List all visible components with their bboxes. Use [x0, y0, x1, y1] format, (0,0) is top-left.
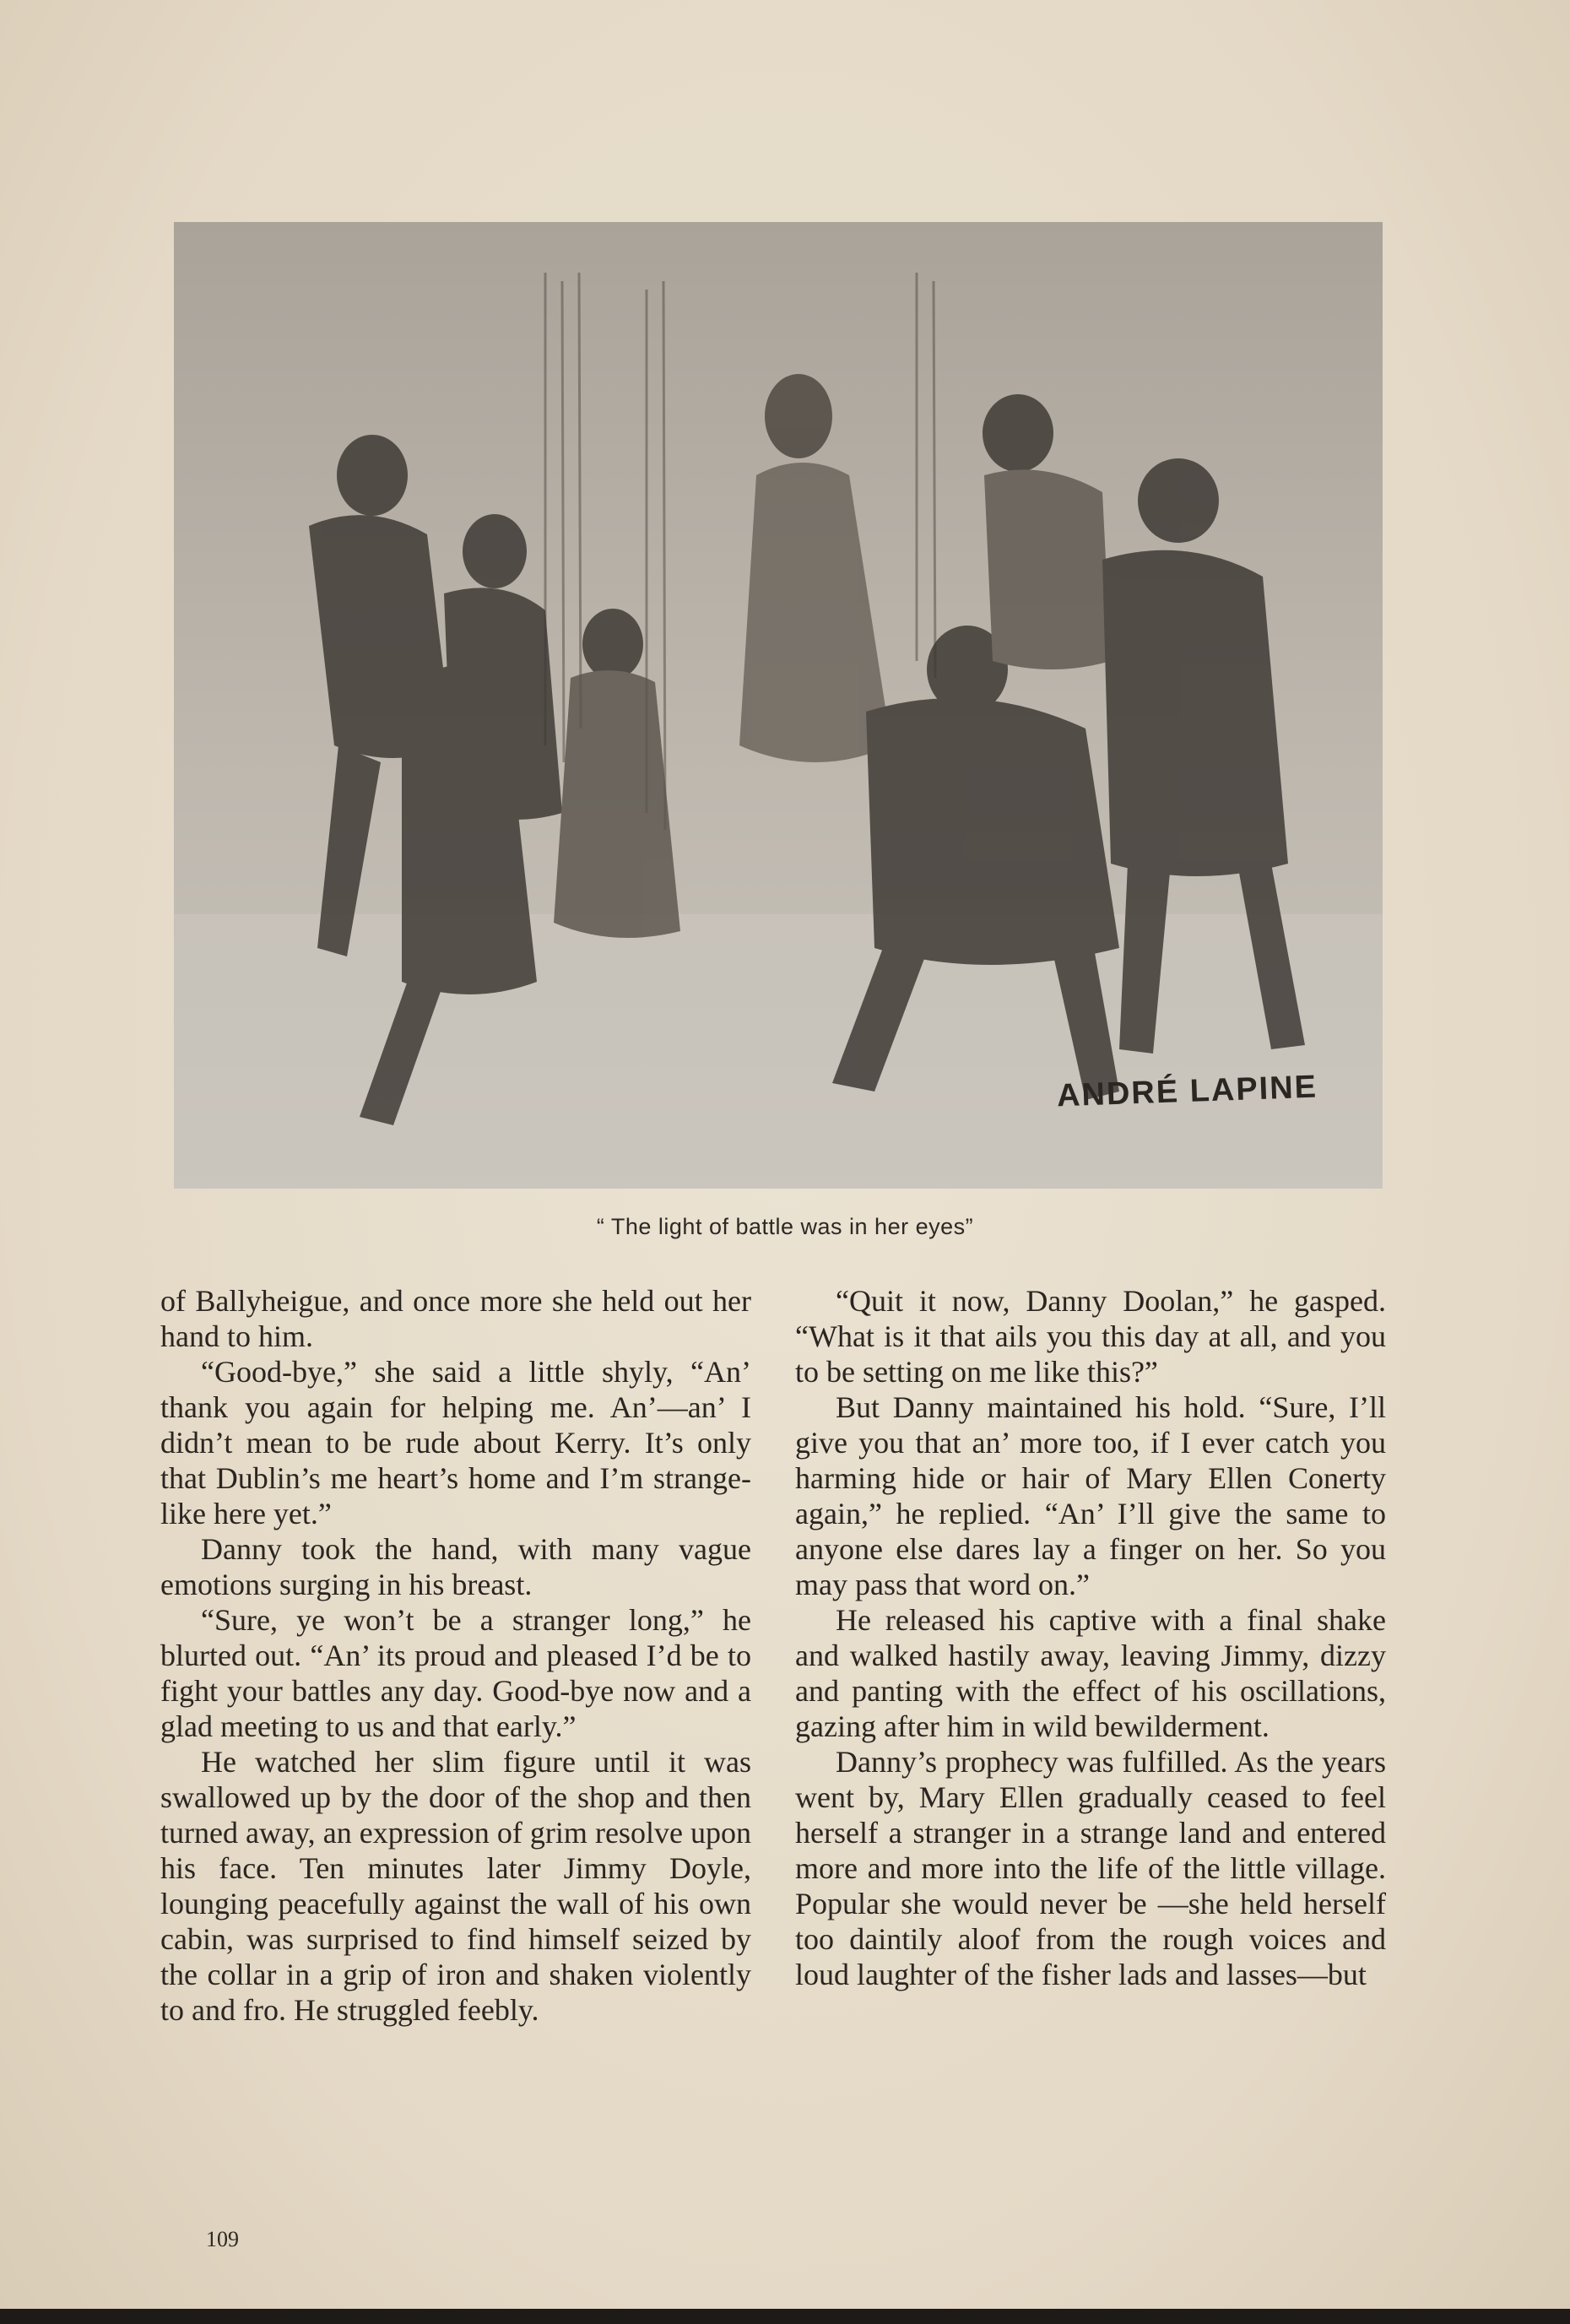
text-column-right — [795, 1283, 1386, 1992]
page-number: 109 — [206, 2227, 239, 2251]
illustration-drawing — [174, 222, 1383, 1189]
paragraph: But Danny maintained his hold. “Sure, I’ll give you that an’ more too, if I ever catch you harming hide or hair of Mary Ellen Conerty again,” he replied. “An’ I’ll give the same to anyone else dares lay a finger on her. So you may pass that word on.” — [795, 1390, 1386, 1601]
page-bottom-edge — [0, 2309, 1570, 2324]
paragraph: Danny’s prophecy was fulfilled. As the years went by, Mary Ellen gradually ceased to feel herself a stranger in a strange land and entered more and more into the life of the little village. Popular she would never be —she held herself too daintily aloof from the rough voices and loud laughter of the fisher lads and lasses—but — [795, 1745, 1386, 1991]
paragraph: He watched her slim figure until it was swallowed up by the door of the shop and then turned away, an expression of grim resolve upon his face. Ten minutes later Jimmy Doyle, lounging peacefully against the wall of his own cabin, was surprised to find himself seized by the collar in a grip of iron and shaken violently to and fro. He struggled feebly. — [160, 1745, 751, 2027]
illustration — [174, 222, 1383, 1189]
illustration-caption: “ The light of battle was in her eyes” — [596, 1214, 974, 1239]
paragraph: “Sure, ye won’t be a stranger long,” he blurted out. “An’ its proud and pleased I’d be to fight your battles any day. Good-bye now and a glad meeting to us and that early.” — [160, 1603, 751, 1743]
paragraph: “Good-bye,” she said a little shyly, “An’ thank you again for helping me. An’—an’ I didn’t mean to be rude about Kerry. It’s only that Dublin’s me heart’s home and I’m strange-like here yet.” — [160, 1355, 751, 1530]
paragraph: “Quit it now, Danny Doolan,” he gasped. “What is it that ails you this day at all, and you to be setting on me like this?” — [795, 1284, 1386, 1389]
text-column-left — [160, 1283, 751, 2028]
paragraph: of Ballyheigue, and once more she held out her hand to him. — [160, 1284, 751, 1353]
artist-signature: ANDRÉ LAPINE — [1056, 1069, 1318, 1114]
paragraph: Danny took the hand, with many vague emotions surging in his breast. — [160, 1532, 751, 1601]
paragraph: He released his captive with a final shake and walked hastily away, leaving Jimmy, dizzy and panting with the effect of his oscillations, gazing after him in wild bewilderment. — [795, 1603, 1386, 1743]
